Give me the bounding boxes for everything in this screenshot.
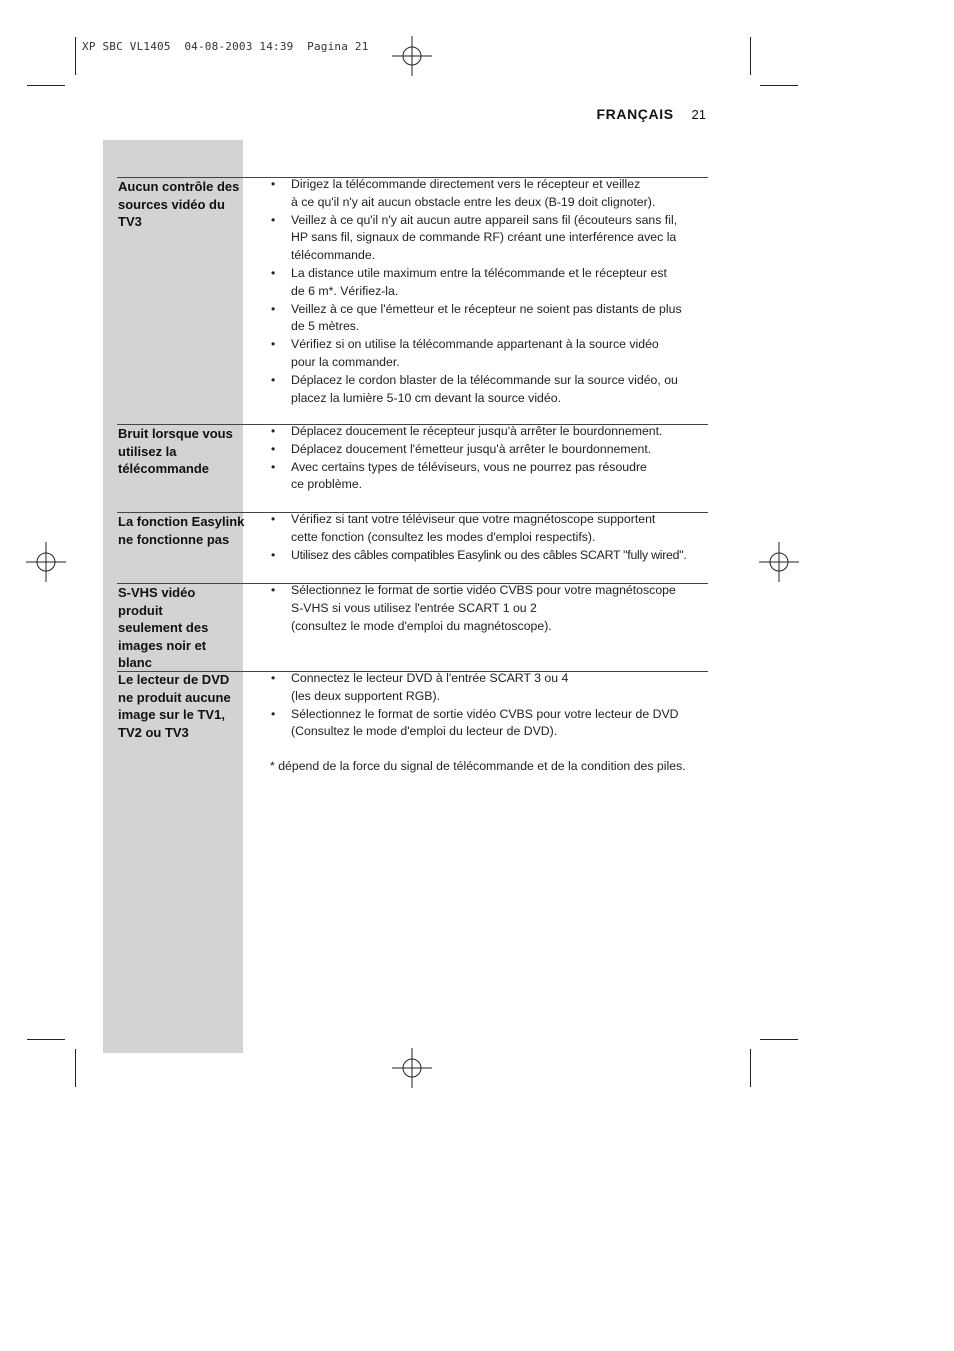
problem-label: S-VHS vidéo produit seulement des images noir et blanc [118,585,209,670]
solution-list [271,582,711,635]
table-row [103,583,708,669]
page-number: 21 [691,107,706,122]
registration-mark-icon [26,542,66,582]
list-item: • Connectez le lecteur DVD à l'entrée SCART 3 ou 4 (les deux supportent RGB). [271,670,711,706]
list-item: • Sélectionnez le format de sortie vidéo CVBS pour votre magnétoscope S-VHS si vous utilisez l'entrée SCART 1 ou 2 (consultez le mode d'emploi du magnétoscope). [271,582,711,635]
language-label: FRANÇAIS [596,106,674,122]
solution-list [271,423,711,494]
registration-mark-icon [392,36,432,76]
list-item: • Déplacez le cordon blaster de la télécommande sur la source vidéo, ou placez la lumière 5-10 cm devant la source vidéo. [271,372,711,408]
list-item: • La distance utile maximum entre la télécommande et le récepteur est de 6 m*. Vérifiez-la. [271,265,711,301]
crop-mark-top-left-v [75,37,76,75]
table-row [103,424,708,504]
crop-mark-bottom-right-v [750,1049,751,1087]
solution-list [271,670,711,741]
crop-mark-top-right-h [760,85,798,86]
list-item: • Déplacez doucement l'émetteur jusqu'à arrêter le bourdonnement. [271,441,711,459]
table-row [103,512,708,576]
list-item: • Veillez à ce qu'il n'y ait aucun autre appareil sans fil (écouteurs sans fil, HP sans fil, signaux de commande RF) créant une interférence avec la télécommande. [271,212,711,265]
crop-mark-top-left-h [27,85,65,86]
registration-mark-icon [392,1048,432,1088]
problem-label: Aucun contrôle des sources vidéo du TV3 [118,179,240,229]
list-item: • Veillez à ce que l'émetteur et le récepteur ne soient pas distants de plus de 5 mètres. [271,301,711,337]
problem-label: La fonction Easylink ne fonctionne pas [118,514,245,547]
list-item: • Déplacez doucement le récepteur jusqu'à arrêter le bourdonnement. [271,423,711,441]
crop-mark-top-right-v [750,37,751,75]
print-slug: XP SBC VL1405 04-08-2003 14:39 Pagina 21 [82,40,369,53]
crop-mark-bottom-right-h [760,1039,798,1040]
problem-label: Le lecteur de DVD ne produit aucune image sur le TV1, TV2 ou TV3 [118,672,231,740]
table-row [103,177,708,417]
list-item: • Dirigez la télécommande directement vers le récepteur et veillez à ce qu'il n'y ait aucun obstacle entre les deux (B-19 doit clignoter). [271,176,711,212]
page-header [597,106,707,124]
list-item: • Sélectionnez le format de sortie vidéo CVBS pour votre lecteur de DVD (Consultez le mode d'emploi du lecteur de DVD). [271,706,711,742]
problem-label: Bruit lorsque vous utilisez la télécommande [118,426,233,476]
crop-mark-bottom-left-v [75,1049,76,1087]
crop-mark-bottom-left-h [27,1039,65,1040]
table-row [103,671,708,751]
registration-mark-icon [759,542,799,582]
solution-list [271,511,711,564]
list-item: • Avec certains types de téléviseurs, vous ne pourrez pas résoudre ce problème. [271,459,711,495]
list-item: • Utilisez des câbles compatibles Easylink ou des câbles SCART "fully wired". [271,547,711,565]
list-item: • Vérifiez si tant votre téléviseur que votre magnétoscope supportent cette fonction (consultez les modes d'emploi respectifs). [271,511,711,547]
list-item: • Vérifiez si on utilise la télécommande appartenant à la source vidéo pour la commander. [271,336,711,372]
footnote: * dépend de la force du signal de télécommande et de la condition des piles. [270,759,686,773]
solution-list [271,176,711,407]
